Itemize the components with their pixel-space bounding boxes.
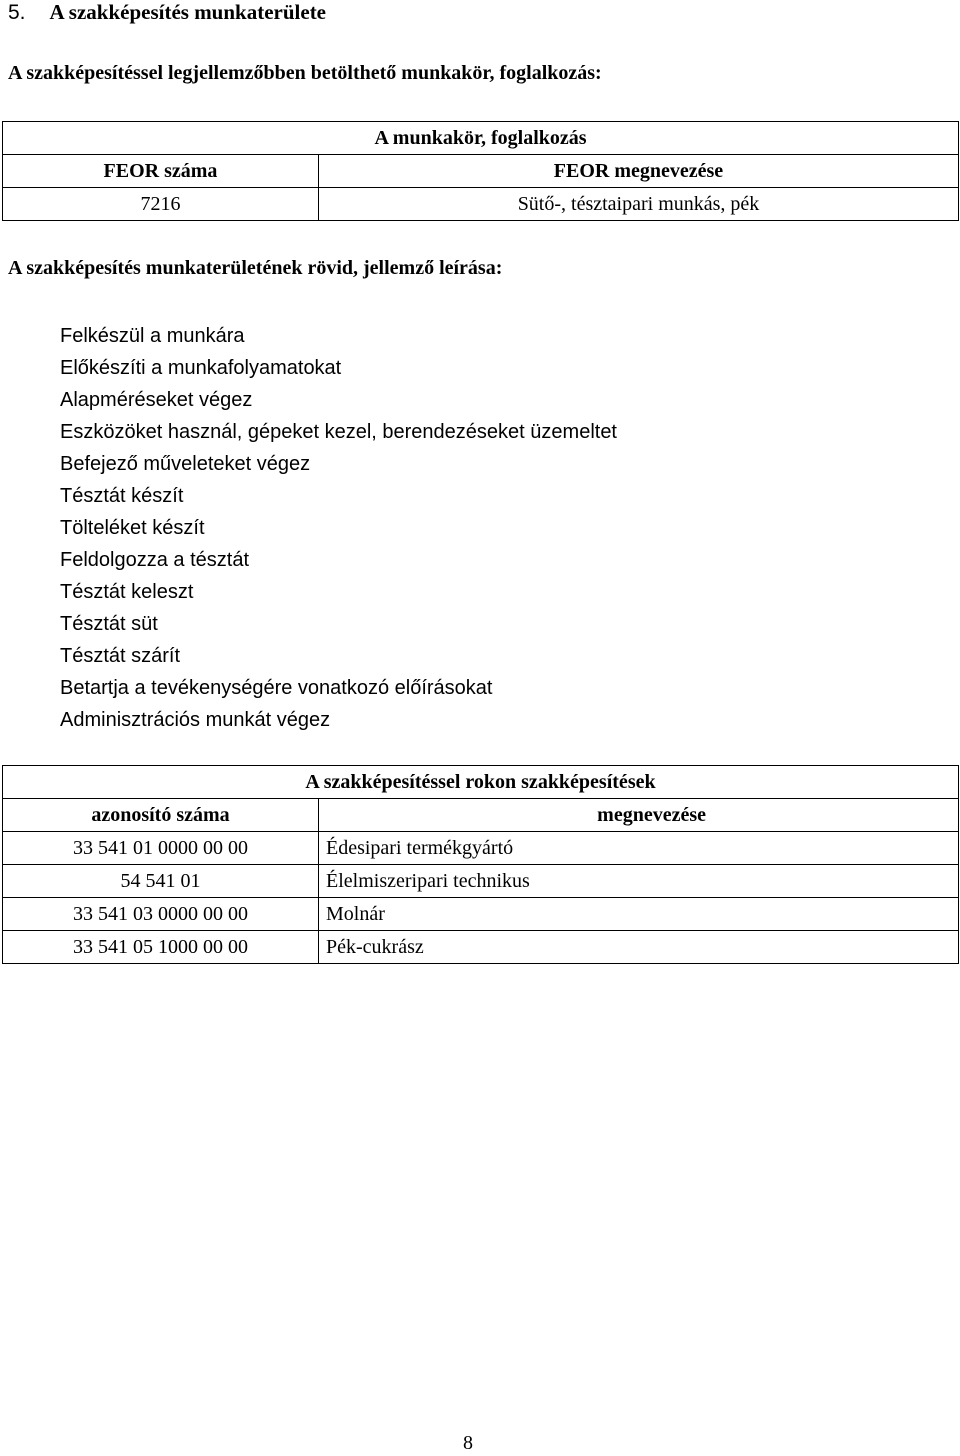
list-item: Eszközöket használ, gépeket kezel, berendezéseket üzemeltet: [60, 421, 617, 443]
id-number-cell: 33 541 01 0000 00 00: [3, 832, 319, 865]
feor-name-header: FEOR megnevezése: [319, 155, 959, 188]
description-list: [60, 320, 617, 736]
list-item: Befejező műveleteket végez: [60, 453, 311, 475]
table-row: [3, 832, 959, 865]
section-title: A szakképesítés munkaterülete: [49, 0, 327, 24]
table-row: [3, 931, 959, 964]
occupation-table: [2, 121, 959, 221]
feor-name-cell: Sütő-, tésztaipari munkás, pék: [319, 188, 959, 221]
section-heading: [8, 0, 326, 25]
list-item: Felkészül a munkára: [60, 325, 245, 347]
section-number: 5.: [8, 1, 26, 24]
list-item: Tésztát készít: [60, 485, 184, 507]
table-row: [3, 898, 959, 931]
id-number-cell: 33 541 05 1000 00 00: [3, 931, 319, 964]
name-cell: Molnár: [319, 898, 959, 931]
name-cell: Pék-cukrász: [319, 931, 959, 964]
occupation-table-title: A munkakör, foglalkozás: [3, 122, 959, 155]
related-table-title: A szakképesítéssel rokon szakképesítések: [3, 766, 959, 799]
list-item: Alapméréseket végez: [60, 389, 253, 411]
id-number-cell: 54 541 01: [3, 865, 319, 898]
id-number-header: azonosító száma: [3, 799, 319, 832]
name-cell: Édesipari termékgyártó: [319, 832, 959, 865]
feor-code-cell: 7216: [3, 188, 319, 221]
list-item: Feldolgozza a tésztát: [60, 549, 249, 571]
id-number-cell: 33 541 03 0000 00 00: [3, 898, 319, 931]
feor-code-header: FEOR száma: [3, 155, 319, 188]
table-row: [3, 865, 959, 898]
occupation-table-header-row: [3, 155, 959, 188]
related-qualifications-table: [2, 765, 959, 964]
list-item: Adminisztrációs munkát végez: [60, 709, 331, 731]
description-heading: A szakképesítés munkaterületének rövid, jellemző leírása:: [8, 257, 503, 279]
related-table-title-row: [3, 766, 959, 799]
page-number: 8: [463, 1432, 473, 1454]
list-item: Betartja a tevékenységére vonatkozó előírásokat: [60, 677, 493, 699]
list-item: Tölteléket készít: [60, 517, 205, 539]
occupation-table-title-row: [3, 122, 959, 155]
list-item: Előkészíti a munkafolyamatokat: [60, 357, 342, 379]
name-cell: Élelmiszeripari technikus: [319, 865, 959, 898]
occupation-heading: A szakképesítéssel legjellemzőbben betölthető munkakör, foglalkozás:: [8, 62, 602, 84]
list-item: Tésztát süt: [60, 613, 158, 635]
list-item: Tésztát keleszt: [60, 581, 194, 603]
list-item: Tésztát szárít: [60, 645, 181, 667]
related-table-header-row: [3, 799, 959, 832]
table-row: [3, 188, 959, 221]
name-header: megnevezése: [319, 799, 959, 832]
